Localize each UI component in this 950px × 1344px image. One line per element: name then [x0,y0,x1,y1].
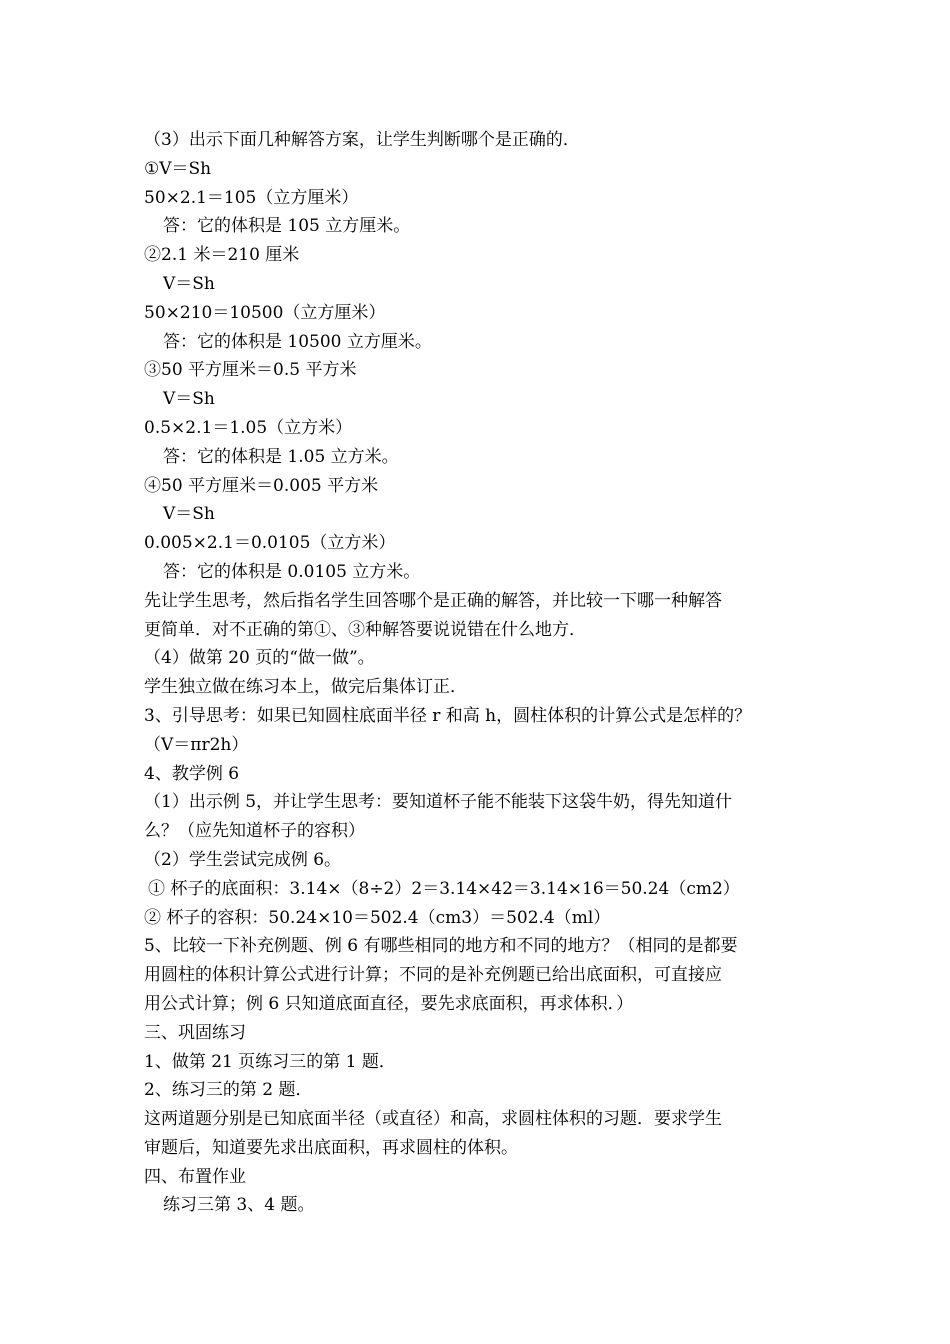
text-line: 么？（应先知道杯子的容积） [144,821,365,842]
text-line: 用圆柱的体积计算公式进行计算；不同的是补充例题已给出底面积，可直接应 [144,965,722,986]
text-line: V＝Sh [163,504,215,525]
text-line: （3）出示下面几种解答方案，让学生判断哪个是正确的． [144,130,580,150]
text-line: ③50 平方厘米＝0.5 平方米 [144,360,357,381]
text-line: 用公式计算；例 6 只知道底面直径，要先求底面积，再求体积．） [144,993,634,1014]
text-line: 50×210＝10500（立方厘米） [144,302,386,323]
text-line: ④50 平方厘米＝0.005 平方米 [144,475,379,496]
text-line: 5、比较一下补充例题、例 6 有哪些相同的地方和不同的地方？（相同的是都要 [144,936,738,957]
text-line: 审题后，知道要先求出底面积，再求圆柱的体积。 [144,1137,518,1158]
text-line: 练习三第 3、4 题。 [163,1195,315,1216]
text-line: 0.005×2.1＝0.0105（立方米） [144,533,396,554]
text-line: （4）做第 20 页的“做一做”。 [144,648,375,669]
text-line: （2）学生尝试完成例 6。 [144,849,342,870]
text-line: （V＝πr2h） [144,734,249,755]
text-line: 答：它的体积是 10500 立方厘米。 [163,331,432,352]
text-line: 更简单．对不正确的第①、③种解答要说说错在什么地方． [144,619,586,640]
text-line: ②2.1 米＝210 厘米 [144,245,300,266]
section-heading: 三、巩固练习 [144,1022,246,1043]
text-line: 2、练习三的第 2 题． [144,1080,313,1101]
text-line: 答：它的体积是 1.05 立方米。 [163,446,399,467]
text-line: 学生独立做在练习本上，做完后集体订正． [144,677,467,698]
text-line: 答：它的体积是 105 立方厘米。 [163,216,411,237]
text-line: 先让学生思考，然后指名学生回答哪个是正确的解答，并比较一下哪一种解答 [144,590,722,611]
text-line: ①V＝Sh [144,158,212,179]
text-line: ② 杯子的容积：50.24×10＝502.4（cm3）＝502.4（ml） [144,907,611,928]
text-line: V＝Sh [163,273,215,294]
text-line: 答：它的体积是 0.0105 立方米。 [163,561,421,582]
text-line: V＝Sh [163,389,215,410]
text-line: 0.5×2.1＝1.05（立方米） [144,417,353,438]
text-line: 这两道题分别是已知底面半径（或直径）和高，求圆柱体积的习题．要求学生 [144,1109,722,1130]
section-heading: 四、布置作业 [144,1166,246,1187]
text-line: （1）出示例 5，并让学生思考：要知道杯子能不能装下这袋牛奶，得先知道什 [144,792,733,813]
text-line: 50×2.1＝105（立方厘米） [144,187,359,208]
document-page [144,126,824,1220]
text-line: 1、做第 21 页练习三的第 1 题． [144,1051,396,1072]
text-line: 3、引导思考：如果已知圆柱底面半径 r 和高 h，圆柱体积的计算公式是怎样的？ [144,705,752,726]
text-line: ① 杯子的底面积：3.14×（8÷2）2＝3.14×42＝3.14×16＝50.24（cm2） [148,878,740,899]
text-line: 4、教学例 6 [144,763,240,784]
